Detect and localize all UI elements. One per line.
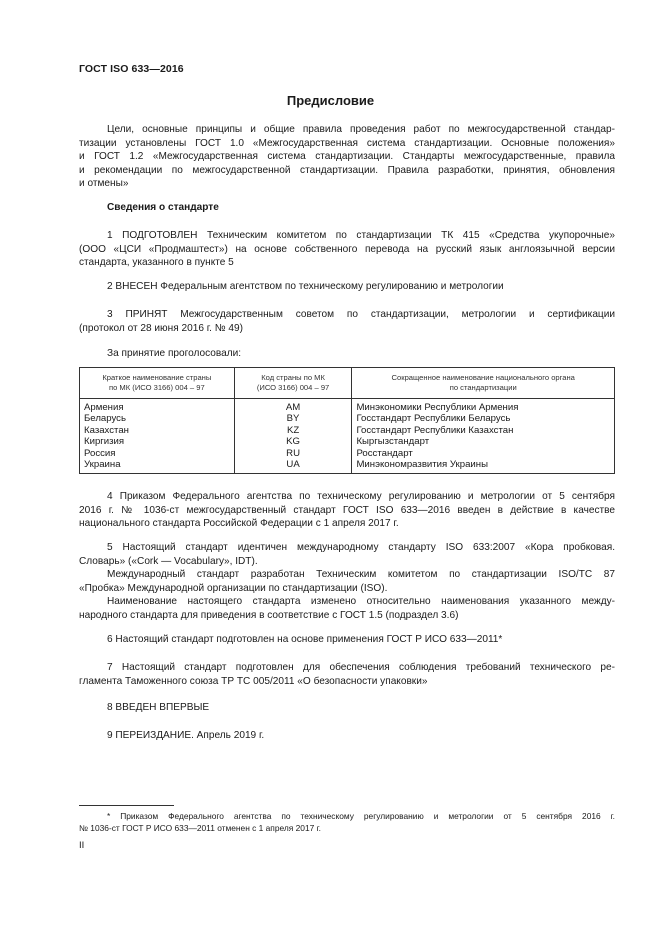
item-2 <box>79 280 615 294</box>
footnote-line: * Приказом Федерального агентства по техническому регулированию и метрологии от 5 сентября 2016 г. <box>107 811 615 821</box>
code-cell: KG <box>234 436 352 447</box>
footnote-line: № 1036-ст ГОСТ Р ИСО 633—2011 отменен с 1 апреля 2017 г. <box>79 822 321 833</box>
item-4-line: национального стандарта Российской Федерации с 1 апреля 2017 г. <box>79 518 399 529</box>
page-title: Предисловие <box>286 93 375 108</box>
code-cell: RU <box>234 448 352 459</box>
item-5-line: Словарь» («Cork — Vocabulary», IDT). <box>79 555 258 567</box>
item-7-line: гламента Таможенного союза ТР ТС 005/2011 «О безопасности упаковки» <box>79 675 428 687</box>
footnote <box>79 811 615 834</box>
intro-line: Цели, основные принципы и общие правила проведения работ по межгосударственной стандар- <box>107 124 615 135</box>
country-cell: Армения <box>80 399 235 414</box>
table-header-country <box>80 368 235 399</box>
item-5-line: народного стандарта для приведения в соответствие с ГОСТ 1.5 (подраздел 3.6) <box>79 609 459 621</box>
header-code-text: Код страны по МК (ИСО 3166) 004 – 97 <box>256 373 330 392</box>
voted-label-text: За принятие проголосовали: <box>107 348 242 359</box>
country-cell: Казахстан <box>80 425 235 436</box>
item-5 <box>79 541 615 622</box>
item-8 <box>79 701 615 715</box>
body-cell: Госстандарт Республики Казахстан <box>352 425 615 436</box>
header-body-text: Сокращенное наименование национального органа по стандартизации <box>391 373 575 392</box>
table-row <box>80 459 615 474</box>
body-cell: Минэкономразвития Украины <box>352 459 615 474</box>
item-1-line: 1 ПОДГОТОВЛЕН Техническим комитетом по стандартизации ТК 415 «Средства укупорочные» <box>107 230 615 241</box>
code-cell: AM <box>234 399 352 414</box>
body-cell: Росстандарт <box>352 448 615 459</box>
section-heading: Сведения о стандарте <box>107 202 219 213</box>
code-cell: KZ <box>234 425 352 436</box>
intro-line: и ГОСТ 1.2 «Межгосударственная система стандартизации. Стандарты межгосударственные, правила <box>79 151 615 162</box>
body-cell: Кыргызстандарт <box>352 436 615 447</box>
code-cell: UA <box>234 459 352 474</box>
intro-line: тизации установлены ГОСТ 1.0 «Межгосударственная система стандартизации. Основные положения» <box>79 137 615 149</box>
item-7 <box>79 661 615 688</box>
code-cell: BY <box>234 413 352 424</box>
table-header-body <box>352 368 615 399</box>
item-5-line: «Пробка» Международной организации по стандартизации (ISO). <box>79 582 388 594</box>
item-3-line: (протокол от 28 июня 2016 г. № 49) <box>79 322 244 334</box>
item-5-line: Международный стандарт разработан Техническим комитетом по стандартизации ISO/TC 87 <box>107 569 615 580</box>
table-row <box>80 448 615 459</box>
intro-line: и рекомендации по межгосударственной стандартизации. Правила разработки, принятия, обновления <box>79 164 615 176</box>
intro-paragraph <box>79 123 615 191</box>
body-cell: Госстандарт Республики Беларусь <box>352 413 615 424</box>
table-row <box>80 436 615 447</box>
item-7-line: 7 Настоящий стандарт подготовлен для обеспечения соблюдения требований технического ре- <box>107 662 615 673</box>
item-9 <box>79 729 615 743</box>
country-cell: Беларусь <box>80 413 235 424</box>
item-6-line: 6 Настоящий стандарт подготовлен на основе применения ГОСТ Р ИСО 633—2011* <box>107 634 503 645</box>
country-cell: Украина <box>80 459 235 474</box>
item-5-line: Наименование настоящего стандарта изменено относительно наименования указанного между- <box>107 596 615 607</box>
body-cell: Минэкономики Республики Армения <box>352 399 615 414</box>
item-8-line: 8 ВВЕДЕН ВПЕРВЫЕ <box>107 702 210 713</box>
voting-table <box>79 367 615 474</box>
item-1-line: (ООО «ЦСИ «Продмаштест») на основе собственного перевода на русский язык англоязычной версии <box>79 243 615 255</box>
item-5-line: 5 Настоящий стандарт идентичен международному стандарту ISO 633:2007 «Кора пробковая. <box>107 542 615 553</box>
country-cell: Россия <box>80 448 235 459</box>
item-1-line: стандарта, указанного в пункте 5 <box>79 257 234 268</box>
table-row <box>80 425 615 436</box>
page-number: II <box>79 840 85 851</box>
item-3-line: 3 ПРИНЯТ Межгосударственным советом по стандартизации, метрологии и сертификации <box>107 309 615 320</box>
footnote-divider <box>79 805 174 806</box>
intro-line: и отмены» <box>79 178 129 189</box>
item-4 <box>79 490 615 531</box>
item-4-line: 4 Приказом Федерального агентства по техническому регулированию и метрологии от 5 сентября <box>107 491 615 502</box>
country-cell: Киргизия <box>80 436 235 447</box>
item-1 <box>79 229 615 270</box>
table-header-row <box>80 368 615 399</box>
item-3 <box>79 308 615 335</box>
table-row <box>80 399 615 414</box>
table-row <box>80 413 615 424</box>
document-code: ГОСТ ISO 633—2016 <box>79 63 184 75</box>
item-6 <box>79 633 615 647</box>
voted-label <box>79 347 615 361</box>
header-country-text: Краткое наименование страны по МК (ИСО 3166) 004 – 97 <box>102 373 212 392</box>
item-9-line: 9 ПЕРЕИЗДАНИЕ. Апрель 2019 г. <box>107 730 265 741</box>
table-header-code <box>234 368 352 399</box>
item-2-line: 2 ВНЕСЕН Федеральным агентством по техническому регулированию и метрологии <box>107 281 504 292</box>
item-4-line: 2016 г. № 1036-ст межгосударственный стандарт ГОСТ ISO 633—2016 введен в действие в качестве <box>79 504 615 516</box>
